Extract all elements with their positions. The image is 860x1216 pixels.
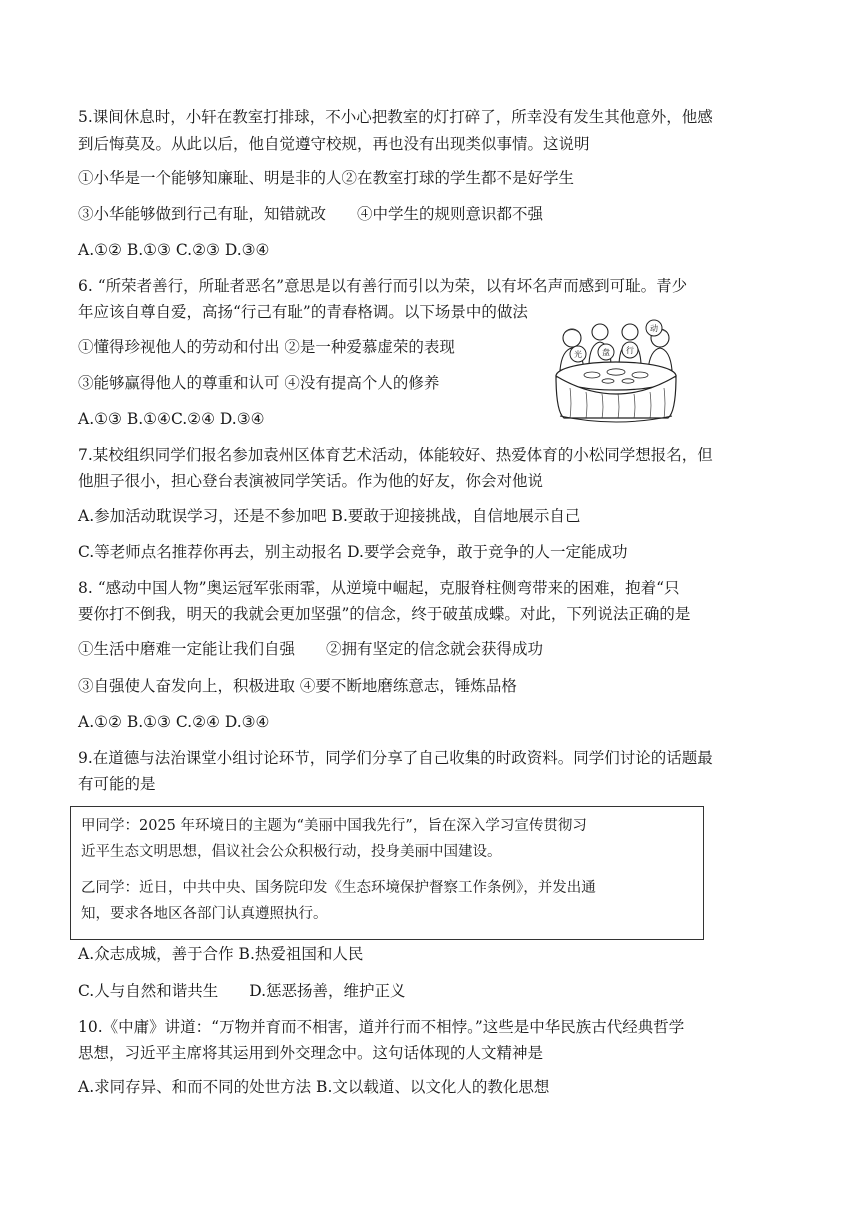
q9-box-line2: 近平生态文明思想，倡议社会公众积极行动，投身美丽中国建设。 (81, 844, 502, 860)
q5-stem-line2: 到后悔莫及。从此以后，他自觉遵守校规，再也没有出现类似事情。这说明 (78, 135, 590, 153)
q8-stem-line1: 8. “感动中国人物”奥运冠军张雨霏，从逆境中崛起，克服脊柱侧弯带来的困难，抱着“只 (78, 579, 680, 597)
q5-choices: A.①② B.①③ C.②③ D.③④ (78, 241, 270, 259)
q6-stem-line1: 6. “所荣者善行，所耻者恶名”意思是以有善行而引以为荣，以有坏名声而感到可耻。青少 (78, 277, 688, 295)
q9-stem-line1: 9.在道德与法治课堂小组讨论环节，同学们分享了自己收集的时政资料。同学们讨论的话题最 (78, 749, 713, 767)
sign-text-2: 盘 (602, 348, 610, 357)
dining-table-illustration (550, 312, 682, 428)
q6-stem-line2: 年应该自尊自爱，高扬“行己有耻”的青春格调。以下场景中的做法 (78, 303, 528, 321)
q6-option-line2: ③能够赢得他人的尊重和认可 ④没有提高个人的修养 (78, 374, 440, 392)
q9-stem-line2: 有可能的是 (78, 775, 156, 793)
q9-material-box (70, 806, 704, 940)
q9-box-line1: 甲同学：2025 年环境日的主题为“美丽中国我先行”，旨在深入学习宣传贯彻习 (81, 818, 587, 834)
q10-stem-line1: 10.《中庸》讲道：“万物并育而不相害，道并行而不相悖。”这些是中华民族古代经典哲学 (78, 1018, 685, 1036)
q8-option-line2: ③自强使人奋发向上，积极进取 ④要不断地磨练意志，锤炼品格 (78, 677, 517, 695)
q9-option-line2: C.人与自然和谐共生 D.惩恶扬善，维护正义 (78, 982, 406, 1000)
q10-stem-line2: 思想，习近平主席将其运用到外交理念中。这句话体现的人文精神是 (78, 1044, 544, 1062)
q7-option-line1: A.参加活动耽误学习，还是不参加吧 B.要敢于迎接挑战，自信地展示自己 (78, 507, 581, 525)
q5-option-line2: ③小华能够做到行己有耻，知错就改 ④中学生的规则意识都不强 (78, 205, 544, 223)
q9-option-line1: A.众志成城，善于合作 B.热爱祖国和人民 (78, 945, 364, 963)
q8-option-line1: ①生活中磨难一定能让我们自强 ②拥有坚定的信念就会获得成功 (78, 640, 544, 658)
q7-stem-line2: 他胆子很小，担心登台表演被同学笑话。作为他的好友，你会对他说 (78, 472, 544, 490)
q9-box-line3: 乙同学：近日，中共中央、国务院印发《生态环境保护督察工作条例》，并发出通 (81, 880, 596, 896)
sign-text-3: 行 (626, 346, 634, 355)
sign-text-4: 动 (650, 324, 658, 333)
q6-option-line1: ①懂得珍视他人的劳动和付出 ②是一种爱慕虚荣的表现 (78, 338, 455, 356)
q10-option-line1: A.求同存异、和而不同的处世方法 B.文以载道、以文化人的教化思想 (78, 1078, 550, 1096)
q8-stem-line2: 要你打不倒我，明天的我就会更加坚强”的信念，终于破茧成蝶。对此，下列说法正确的是 (78, 605, 691, 623)
sign-text-1: 光 (574, 350, 582, 359)
q9-box-line4: 知，要求各地区各部门认真遵照执行。 (81, 906, 328, 922)
q5-option-line1: ①小华是一个能够知廉耻、明是非的人②在教室打球的学生都不是好学生 (78, 169, 575, 187)
q7-option-line2: C.等老师点名推荐你再去，别主动报名 D.要学会竞争，敢于竞争的人一定能成功 (78, 543, 628, 561)
q8-choices: A.①② B.①③ C.②④ D.③④ (78, 713, 270, 731)
q7-stem-line1: 7.某校组织同学们报名参加袁州区体育艺术活动，体能较好、热爱体育的小松同学想报名，但 (78, 446, 713, 464)
q6-choices: A.①③ B.①④C.②④ D.③④ (78, 410, 265, 428)
q5-stem-line1: 5.课间休息时，小轩在教室打排球，不小心把教室的灯打碎了，所幸没有发生其他意外，他感 (78, 108, 713, 126)
